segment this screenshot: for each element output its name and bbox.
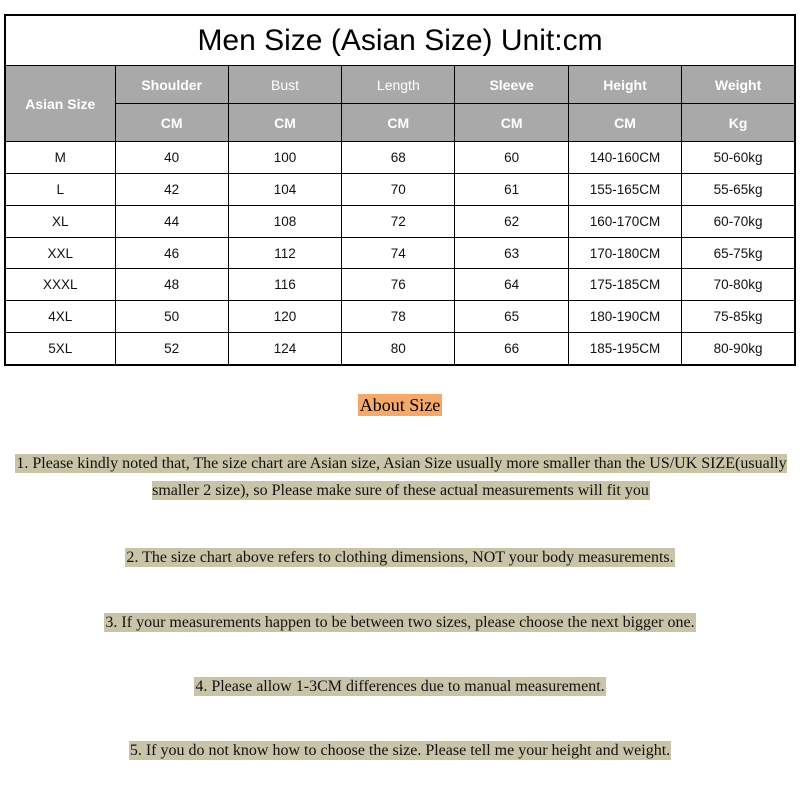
header-sleeve: Sleeve xyxy=(455,66,568,104)
header-length: Length xyxy=(342,66,455,104)
size-label: XXL xyxy=(5,237,115,269)
table-row xyxy=(5,333,795,365)
table-cell: 60 xyxy=(455,142,568,174)
header-shoulder: Shoulder xyxy=(115,66,228,104)
unit-shoulder: CM xyxy=(115,104,228,142)
table-row xyxy=(5,174,795,206)
table-cell: 52 xyxy=(115,333,228,365)
about-size-heading xyxy=(0,395,800,416)
table-cell: 70-80kg xyxy=(682,269,795,301)
unit-weight: Kg xyxy=(682,104,795,142)
table-cell: 175-185CM xyxy=(568,269,681,301)
table-cell: 40 xyxy=(115,142,228,174)
table-cell: 46 xyxy=(115,237,228,269)
note-2-text: 2. The size chart above refers to clothing dimensions, NOT your body measurements. xyxy=(126,549,674,566)
table-cell: 62 xyxy=(455,205,568,237)
header-asian-size: Asian Size xyxy=(5,66,115,142)
table-cell: 63 xyxy=(455,237,568,269)
size-label: XXXL xyxy=(5,269,115,301)
header-bust: Bust xyxy=(228,66,341,104)
table-cell: 180-190CM xyxy=(568,301,681,333)
note-3 xyxy=(0,609,800,636)
table-row xyxy=(5,269,795,301)
table-cell: 140-160CM xyxy=(568,142,681,174)
note-5 xyxy=(0,737,800,764)
table-cell: 50 xyxy=(115,301,228,333)
unit-length: CM xyxy=(342,104,455,142)
size-label: 4XL xyxy=(5,301,115,333)
table-cell: 68 xyxy=(342,142,455,174)
table-cell: 61 xyxy=(455,174,568,206)
note-1-text: 1. Please kindly noted that, The size chart are Asian size, Asian Size usually more smaller than the US/UK SIZE(usually smaller 2 size), so Please make sure of these actual measurements will fit you xyxy=(16,455,787,499)
size-chart-table xyxy=(4,14,796,366)
table-cell: 155-165CM xyxy=(568,174,681,206)
table-cell: 42 xyxy=(115,174,228,206)
table-cell: 124 xyxy=(228,333,341,365)
table-cell: 70 xyxy=(342,174,455,206)
table-cell: 50-60kg xyxy=(682,142,795,174)
table-cell: 112 xyxy=(228,237,341,269)
table-row xyxy=(5,237,795,269)
table-cell: 108 xyxy=(228,205,341,237)
table-cell: 104 xyxy=(228,174,341,206)
table-cell: 100 xyxy=(228,142,341,174)
note-5-text: 5. If you do not know how to choose the size. Please tell me your height and weight. xyxy=(129,742,671,759)
table-cell: 116 xyxy=(228,269,341,301)
note-4 xyxy=(0,673,800,700)
table-cell: 65-75kg xyxy=(682,237,795,269)
unit-sleeve: CM xyxy=(455,104,568,142)
size-label: M xyxy=(5,142,115,174)
table-cell: 44 xyxy=(115,205,228,237)
table-cell: 64 xyxy=(455,269,568,301)
table-cell: 80-90kg xyxy=(682,333,795,365)
table-cell: 78 xyxy=(342,301,455,333)
table-cell: 80 xyxy=(342,333,455,365)
table-cell: 55-65kg xyxy=(682,174,795,206)
table-cell: 72 xyxy=(342,205,455,237)
table-cell: 120 xyxy=(228,301,341,333)
table-cell: 65 xyxy=(455,301,568,333)
table-cell: 170-180CM xyxy=(568,237,681,269)
table-row xyxy=(5,142,795,174)
table-cell: 185-195CM xyxy=(568,333,681,365)
header-weight: Weight xyxy=(682,66,795,104)
table-cell: 75-85kg xyxy=(682,301,795,333)
header-height: Height xyxy=(568,66,681,104)
table-row xyxy=(5,205,795,237)
table-cell: 76 xyxy=(342,269,455,301)
size-label: 5XL xyxy=(5,333,115,365)
table-cell: 66 xyxy=(455,333,568,365)
table-cell: 160-170CM xyxy=(568,205,681,237)
note-3-text: 3. If your measurements happen to be between two sizes, please choose the next bigger one. xyxy=(105,614,695,631)
table-cell: 60-70kg xyxy=(682,205,795,237)
unit-bust: CM xyxy=(228,104,341,142)
table-title: Men Size (Asian Size) Unit:cm xyxy=(5,15,795,66)
unit-height: CM xyxy=(568,104,681,142)
size-label: XL xyxy=(5,205,115,237)
note-4-text: 4. Please allow 1-3CM differences due to manual measurement. xyxy=(195,678,605,695)
note-2 xyxy=(0,544,800,571)
note-1 xyxy=(6,450,796,504)
about-size-label: About Size xyxy=(359,395,441,415)
size-label: L xyxy=(5,174,115,206)
table-cell: 74 xyxy=(342,237,455,269)
table-cell: 48 xyxy=(115,269,228,301)
table-row xyxy=(5,301,795,333)
